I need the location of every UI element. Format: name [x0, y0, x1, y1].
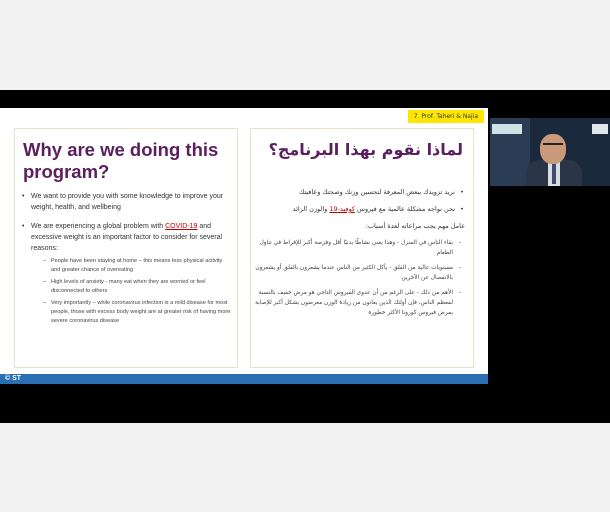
english-bullet-list — [21, 191, 233, 334]
arabic-sub-1: - بقاء الناس في المنزل - وهذا يعني نشاطًا بدنيًا أقل وفرصة أكبر للإفراط في تناول الطعام — [253, 238, 465, 258]
arabic-line-3: عامل مهم يجب مراعاته لعدة أسباب: — [365, 222, 465, 230]
english-sub-2: – High levels of anxiety - many eat when they are worried or feel disconnected to others — [31, 278, 233, 296]
covid-link-arabic[interactable]: كوفيد-19 — [329, 205, 355, 213]
english-bullet-2-text-a: We are experiencing a global problem with — [31, 223, 166, 230]
english-sub-1: – People have been staying at home – this means less physical activity and greater chance of overeating — [31, 257, 233, 275]
arabic-sub-3: - الأهم من ذلك - على الرغم من أن عدوى الفيروس التاجي هو مرض خفيف بالنسبة لمعظم الناس، فإن أولئك الذين يعانون من زيادة الوزن معرضون بشكل أكبر للإصابة بمرض فيروس كورونا الأكثر خطورة — [253, 288, 465, 318]
arabic-bullet-list — [253, 187, 465, 323]
covid-link[interactable]: COVID-19 — [165, 223, 198, 230]
shared-slide — [0, 108, 488, 384]
background-sign — [492, 124, 522, 134]
presenter-tie — [552, 162, 556, 184]
arabic-panel — [250, 128, 474, 368]
slide-title-english: Why are we doing this program? — [23, 139, 219, 182]
slide-footer-bar — [0, 374, 488, 384]
english-panel — [14, 128, 238, 368]
arabic-bullet-1: • نريد تزويدك ببعض المعرفة لتحسين وزنك وصحتك وعافيتك — [253, 187, 465, 198]
footer-logo: © ST — [5, 375, 22, 382]
english-bullet-2-text-b: and excessive weight is an important factor to consider for several reasons: — [31, 223, 223, 252]
english-bullet-1: • We want to provide you with some knowledge to improve your weight, health, and wellbeing — [21, 191, 233, 213]
english-sub-list — [31, 257, 233, 326]
english-sub-3: – Very importantly – while coronavirus infection is a mild disease for most people, those with excess body weight are at greater risk of having more severe coronavirus disease — [31, 299, 233, 326]
english-bullet-2 — [21, 221, 233, 326]
arabic-bullet-2 — [253, 204, 465, 215]
participant-video-tile[interactable] — [490, 118, 610, 186]
background-sign-right — [592, 124, 608, 134]
presenter-glasses — [543, 143, 563, 150]
arabic-bullet-2-text-a: نحن نواجه مشكلة عالمية مع فيروس — [354, 205, 455, 213]
arabic-sub-2: - مستويات عالية من القلق - يأكل الكثير من الناس عندما يشعرون بالقلق أو يشعرون بالانفصال عن الآخرين — [253, 263, 465, 283]
presenter-name-tag: 7. Prof. Taheri & Najia — [408, 110, 484, 123]
arabic-bullet-2-text-b: والوزن الزائد — [292, 205, 330, 213]
slide-title-arabic: لماذا نقوم بهذا البرنامج؟ — [268, 140, 463, 159]
